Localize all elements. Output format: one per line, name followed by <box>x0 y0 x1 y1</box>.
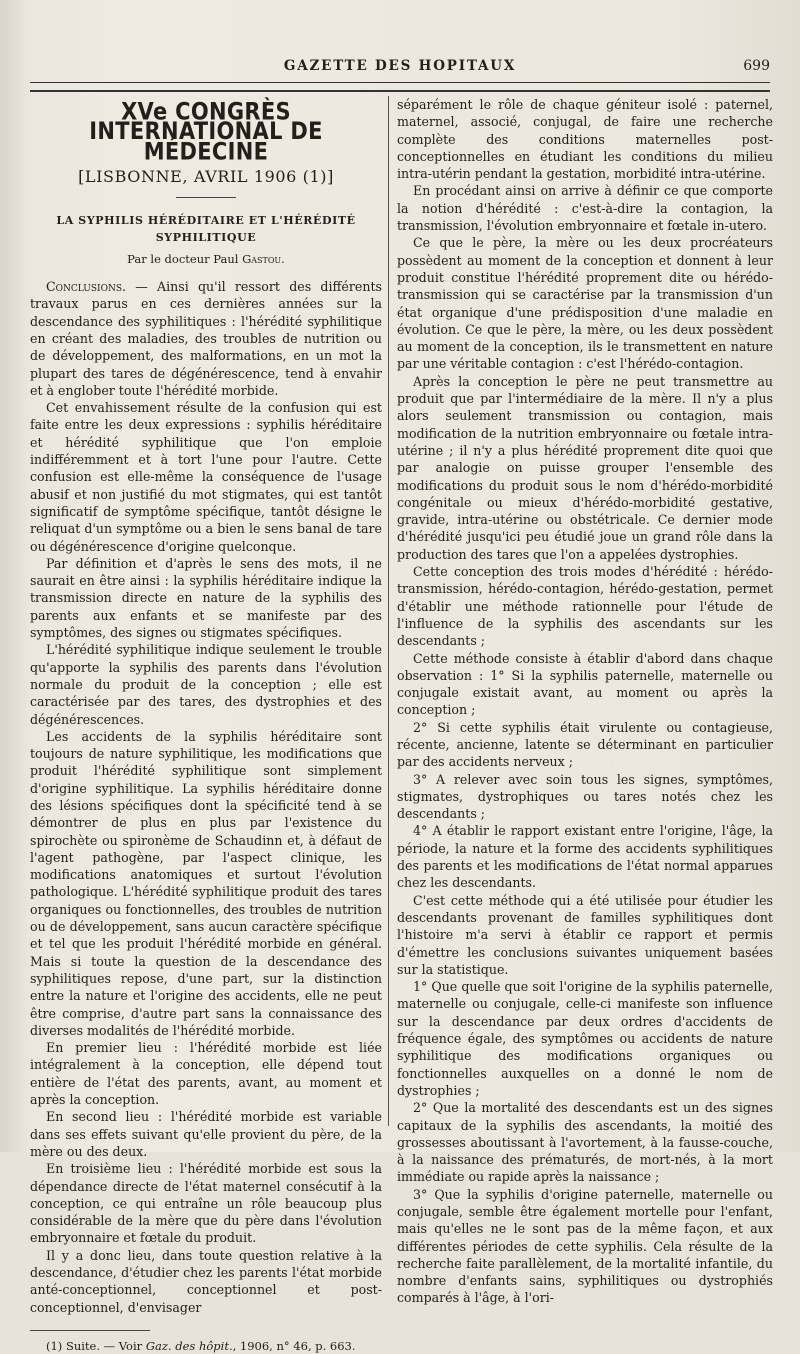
byline-prefix: Par le docteur Paul <box>127 251 243 266</box>
paragraph: En troisième lieu : l'hérédité morbide est sous la dépendance directe de l'état maternel consécutif à la conception, ce qui entraîne un rôle beaucoup plus considérable de la mère que du père dans l'évolution embryonnaire et fœtale du produit. <box>30 1161 382 1246</box>
column-divider <box>388 96 389 1126</box>
paragraph: 3° A relever avec soin tous les signes, symptômes, stigmates, dystrophiques ou tares notés chez les descendants ; <box>397 771 773 822</box>
footnote-reference: Gaz. des hôpit. <box>145 1338 233 1353</box>
paragraph: 4° A établir le rapport existant entre l'origine, l'âge, la période, la nature et la forme des accidents syphilitiques des parents et les modifications de l'état normal apparues chez les descendants. <box>397 823 773 891</box>
paragraph: Cette conception des trois modes d'hérédité : hérédo-transmission, hérédo-contagion, hérédo-gestation, permet d'établir une méthode rationnelle pour l'étude de l'influence de la syphilis des ascendants sur les descendants ; <box>397 564 773 649</box>
paragraph: En procédant ainsi on arrive à définir ce que comporte la notion d'hérédité : c'est-à-dire la contagion, la transmission, l'évolution embryonnaire et fœtale in-utero. <box>397 183 773 234</box>
paragraph: 1° Que quelle que soit l'origine de la syphilis paternelle, maternelle ou conjugale, celle-ci manifeste son influence sur la descendance par deux ordres d'accidents de fréquence égale, des symptômes ou accidents de nature syphilitique des modifications organiques ou fonctionnelles auxquelles on a donné le nom de dystrophies ; <box>397 979 773 1098</box>
header-double-rule <box>30 90 770 92</box>
paragraph: Cette méthode consiste à établir d'abord dans chaque observation : 1° Si la syphilis paternelle, maternelle ou conjugale existait avant, au moment ou après la conception ; <box>397 650 773 718</box>
congress-subtitle: [LISBONNE, AVRIL 1906 (1)] <box>78 166 334 186</box>
title-divider <box>176 197 236 198</box>
conclusions-label: Conclusions. <box>46 279 126 295</box>
paragraph: Après la conception le père ne peut transmettre au produit que par l'intermédiaire de la mère. Il n'y a plus alors seulement transmission ou contagion, mais modification de la nutrition embryonnaire ou fœtale intra-utérine ; il n'y a plus hérédité proprement dite quoi que par analogie on puisse grouper l'ensemble des modifications du produit sous le nom d'hérédo-morbidité congénitale ou mieux d'hérédo-morbidité gestative, gravide, intra-utérine ou obstétricale. Ce dernier mode d'hérédité jusqu'ici peu étudié joue un grand rôle dans la production des tares que l'on a appelées dystrophies. <box>397 373 773 562</box>
paragraph: Il y a donc lieu, dans toute question relative à la descendance, d'étudier chez les parents l'état morbide anté-conceptionnel, conceptionnel et post-conceptionnel, d'envisager <box>30 1247 382 1315</box>
paragraph: séparément le rôle de chaque géniteur isolé : paternel, maternel, associé, conjugal, de faire une recherche complète des conditions maternelles post-conceptionnelles en étudiant les conditions du milieu intra-utérin pendant la gestation, morbidité intra-utérine. <box>397 97 773 182</box>
page-number: 699 <box>743 58 770 74</box>
paragraph: C'est cette méthode qui a été utilisée pour étudier les descendants provenant de familles syphilitiques dont l'histoire m'a servi à établir ce rapport et permis d'émettre les conclusions suivantes uniquement basées sur la statistique. <box>397 892 773 977</box>
paragraph: Les accidents de la syphilis héréditaire sont toujours de nature syphilitique, les modifications que produit l'hérédité syphilitique sont simplement d'origine syphilitique. La syphilis héréditaire donne des lésions spécifiques dont la spécificité tend à se démontrer de plus en plus par l'existence du spirochète ou spironème de Schaudinn et, à défaut de l'agent pathogène, par l'aspect clinique, les modifications anatomiques et surtout l'évolution pathologique. L'hérédité syphilitique produit des tares organiques ou fonctionnelles, des troubles de nutrition ou de développement, sans aucun caractère spécifique et tel que les produit l'hérédité morbide en général. Mais si toute la question de la descendance des syphilitiques repose, d'une part, sur la distinction entre la nature et l'origine des accidents, elle ne peut être comprise, d'autre part sans la connaissance des diverses modalités de l'hérédité morbide. <box>30 728 382 1038</box>
paragraph: Par définition et d'après le sens des mots, il ne saurait en être ainsi : la syphilis héréditaire indique la transmission directe en nature de la syphilis des parents aux enfants et se manifeste par des symptômes, des signes ou stigmates spécifiques. <box>30 555 382 641</box>
footnote-divider <box>30 1330 150 1331</box>
paragraph: 2° Que la mortalité des descendants est un des signes capitaux de la syphilis des ascendants, la moitié des grossesses aboutissant à l'avortement, à la fausse-couche, à la naissance des prématurés, de mort-nés, à la mort immédiate ou rapide après la naissance ; <box>397 1100 773 1185</box>
paragraph: 3° Que la syphilis d'origine paternelle, maternelle ou conjugale, semble être également mortelle pour l'enfant, mais qu'elles ne le sont pas de la même façon, et aux différentes périodes de cette syphilis. Cela résulte de la recherche faite parallèlement, de la mortalité infantile, du nombre d'enfants sains, syphilitiques ou dystrophiés comparés à l'âge, à l'ori- <box>397 1186 773 1306</box>
byline <box>30 251 382 268</box>
paragraph: Conclusions. — Ainsi qu'il ressort des différents travaux parus en ces dernières années sur la descendance des syphilitiques : l'hérédité syphilitique en créant des maladies, des troubles de nutrition ou de développement, des malformations, en un mot la plupart des tares de dégénérescence, tend à envahir et à englober toute l'hérédité morbide. <box>30 279 382 398</box>
left-column <box>30 96 382 1354</box>
header-rule <box>30 82 770 83</box>
author-name: Gastou. <box>242 251 285 266</box>
page-header <box>0 58 800 80</box>
paragraph: L'hérédité syphilitique indique seulement le trouble qu'apporte la syphilis des parents dans l'évolution normale du produit de la conception ; elle est caractérisée par des tares, des dystrophies et des dégénérescences. <box>30 642 382 727</box>
paragraph: 2° Si cette syphilis était virulente ou contagieuse, récente, ancienne, latente se déterminant en particulier par des accidents nerveux ; <box>397 719 773 770</box>
journal-title: GAZETTE DES HOPITAUX <box>283 58 517 74</box>
paragraph: En second lieu : l'hérédité morbide est variable dans ses effets suivant qu'elle provient du père, de la mère ou des deux. <box>30 1109 382 1159</box>
right-column <box>397 96 773 1307</box>
paragraph: En premier lieu : l'hérédité morbide est liée intégralement à la conception, elle dépend tout entière de l'état des parents, avant, au moment et après la conception. <box>30 1040 382 1108</box>
congress-title: XVe CONGRÈS INTERNATIONAL DE MÉDECINE <box>89 97 323 165</box>
paragraph: Ce que le père, la mère ou les deux procréateurs possèdent au moment de la conception et donnent à leur produit constitue l'hérédité proprement dite ou hérédo-transmission qui se caractérise par la transmission d'un état organique d'une prédisposition d'une maladie en évolution. Ce que le père, la mère, ou les deux possèdent au moment de la conception, ils le transmettent en nature par une véritable contagion : c'est l'hérédo-contagion. <box>397 235 773 372</box>
section-title: LA SYPHILIS HÉRÉDITAIRE ET L'HÉRÉDITÉ SYPHILITIQUE <box>56 214 356 245</box>
paragraph: Cet envahissement résulte de la confusion qui est faite entre les deux expressions : syphilis héréditaire et hérédité syphilitique que l'on emploie indifféremment et à tort l'une pour l'autre. Cette confusion est elle-même la conséquence de l'usage abusif et non justifié du mot stigmates, qui est tantôt significatif de symptôme spécifique, tantôt désigne le reliquat d'un symptôme ou a bien le sens banal de tare ou dégénérescence d'origine quelconque. <box>30 400 382 554</box>
footnote: (1) Suite. — Voir Gaz. des hôpit., 1906, n° 46, p. 663. <box>46 1338 356 1353</box>
